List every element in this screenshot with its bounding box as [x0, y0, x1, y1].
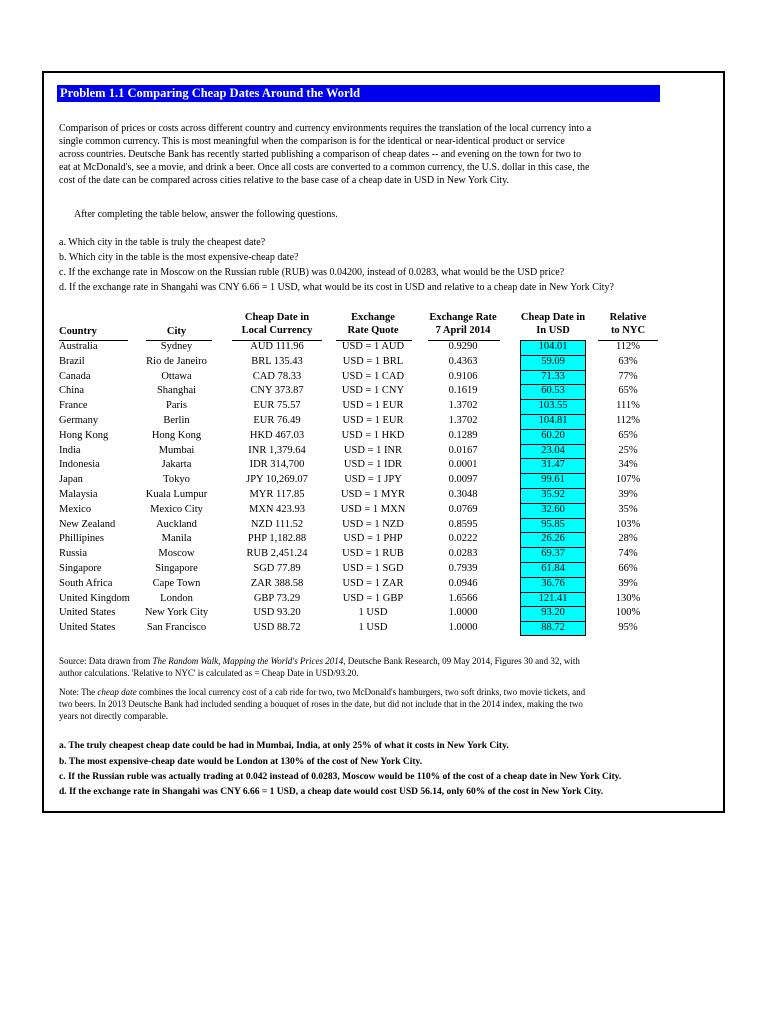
cell-usd-cost: 121.41 [538, 592, 568, 604]
instruction-text: After completing the table below, answer the following questions. [74, 209, 338, 220]
cell-rate-quote: USD = 1 MXN [340, 503, 406, 515]
cell-usd-cost: 95.85 [541, 518, 565, 530]
answer-item: a. The truly cheapest cheap date could be had in Mumbai, India, at only 25% of what it costs in New York City. [59, 741, 509, 751]
cell-local-cost: EUR 75.57 [253, 400, 301, 412]
cell-local-cost: HKD 467.03 [249, 429, 305, 441]
source-prefix: Source: Data drawn from [59, 656, 153, 666]
cell-usd-cost: 32.60 [541, 503, 565, 515]
header-relative [596, 311, 660, 337]
table-row [0, 399, 768, 414]
cell-local-cost: BRL 135.43 [251, 355, 303, 367]
cell-exchange-rate: 1.3702 [448, 400, 478, 412]
cell-usd-cost: 60.20 [541, 429, 565, 441]
header-local-line1: Cheap Date in [244, 312, 310, 323]
cell-exchange-rate: 0.0769 [448, 503, 478, 515]
table-row [0, 592, 768, 607]
cell-usd-cost: 88.72 [541, 622, 565, 634]
table-row [0, 606, 768, 621]
cell-exchange-rate: 1.6566 [448, 592, 478, 604]
header-exchange-rate [424, 311, 502, 337]
header-country: Country [59, 326, 97, 337]
intro-line: across countries. Deutsche Bank has recently started publishing a comparison of cheap dates -- and evening on the town for two to [59, 149, 582, 160]
cell-city: Kuala Lumpur [145, 489, 208, 500]
cell-exchange-rate: 0.0167 [448, 444, 478, 456]
table-row [0, 429, 768, 444]
cell-country: Malaysia [59, 489, 98, 500]
cell-country: Canada [59, 370, 91, 382]
cell-rate-quote: USD = 1 SGD [342, 563, 404, 574]
cell-local-cost: SGD 77.89 [253, 563, 301, 574]
cell-city: San Francisco [146, 622, 207, 634]
header-rate-line2: 7 April 2014 [435, 325, 491, 336]
intro-line: eat at McDonald's, see a movie, and drink a beer. Once all costs are converted to a common currency, the U.S. dollar in this case, the [59, 162, 590, 173]
cell-usd-cost: 93.20 [541, 607, 565, 619]
cell-relative-nyc: 66% [618, 563, 638, 574]
intro-line: Comparison of prices or costs across different country and currency environments requires the translation of the local currency into a [59, 123, 592, 134]
cell-rate-quote: USD = 1 EUR [342, 415, 404, 426]
cell-country: Brazil [59, 355, 85, 367]
cell-rate-quote: USD = 1 RUB [342, 548, 404, 560]
cell-rate-quote: USD = 1 HKD [341, 429, 405, 441]
cell-city: Berlin [163, 415, 190, 426]
header-rel-line1: Relative [609, 312, 647, 323]
cell-usd-cost: 60.53 [541, 385, 565, 397]
source-work: The Random Walk, Mapping the World's Prices 2014 [152, 656, 344, 666]
table-row [0, 340, 768, 355]
cell-exchange-rate: 0.3048 [448, 489, 478, 500]
cell-local-cost: EUR 76.49 [253, 415, 301, 426]
header-quote-line2: Rate Quote [347, 325, 399, 336]
cell-exchange-rate: 0.1289 [448, 429, 478, 441]
header-rate-line1: Exchange Rate [429, 312, 497, 323]
cell-rate-quote: USD = 1 INR [343, 444, 403, 456]
table-row [0, 562, 768, 577]
cell-country: United Kingdom [59, 592, 130, 604]
cell-local-cost: GBP 73.29 [253, 592, 301, 604]
cell-country: France [59, 400, 88, 412]
header-usd [512, 311, 594, 337]
cell-city: Manila [161, 533, 192, 545]
cell-city: Singapore [155, 563, 198, 574]
cell-city: Mexico City [150, 503, 203, 515]
note-line [59, 686, 585, 698]
cell-exchange-rate: 0.7939 [448, 563, 478, 574]
cell-relative-nyc: 95% [618, 622, 638, 634]
cell-local-cost: CAD 78.33 [252, 370, 302, 382]
header-rate-quote [332, 311, 414, 337]
cell-exchange-rate: 1.3702 [448, 415, 478, 426]
header-usd-line1: Cheap Date in [520, 312, 586, 323]
cell-city: Paris [166, 400, 187, 412]
cell-local-cost: CNY 373.87 [250, 385, 304, 397]
cell-relative-nyc: 39% [618, 577, 638, 589]
cell-local-cost: ZAR 388.58 [250, 577, 304, 589]
cell-city: Auckland [156, 518, 197, 530]
cell-rate-quote: USD = 1 BRL [342, 355, 404, 367]
source-suffix: , Deutsche Bank Research, 09 May 2014, Figures 30 and 32, with [343, 656, 580, 666]
cell-country: Hong Kong [59, 429, 109, 441]
cell-exchange-rate: 0.0222 [448, 533, 478, 545]
answer-item: b. The most expensive-cheap date would be London at 130% of the cost of New York City. [59, 757, 423, 767]
cell-rate-quote: USD = 1 CNY [341, 385, 405, 397]
cell-rate-quote: USD = 1 CAD [341, 370, 405, 382]
cell-relative-nyc: 25% [618, 444, 638, 456]
table-row [0, 577, 768, 592]
cell-local-cost: MXN 423.93 [248, 503, 305, 515]
question-item: c. If the exchange rate in Moscow on the Russian ruble (RUB) was 0.04200, instead of 0.0283, what would be the USD price? [59, 267, 565, 278]
table-row [0, 532, 768, 547]
cell-city: Jakarta [161, 459, 192, 471]
cell-country: Singapore [59, 563, 102, 574]
cell-exchange-rate: 0.0283 [448, 548, 478, 560]
cell-local-cost: MYR 117.85 [249, 489, 305, 500]
cell-local-cost: NZD 111.52 [250, 518, 304, 530]
table-row [0, 355, 768, 370]
cell-city: Tokyo [163, 474, 190, 486]
cell-relative-nyc: 77% [618, 370, 638, 382]
cell-relative-nyc: 28% [618, 533, 638, 545]
cell-exchange-rate: 0.9106 [448, 370, 478, 382]
note-suffix: combines the local currency cost of a cab ride for two, two McDonald's hamburgers, two soft drinks, two movie tickets, and [136, 687, 586, 697]
cell-country: India [59, 444, 81, 456]
cell-rate-quote: USD = 1 NZD [342, 518, 404, 530]
cell-rate-quote: USD = 1 GBP [342, 592, 404, 604]
cell-country: China [59, 385, 85, 397]
note-term: cheap date [97, 687, 137, 697]
question-item: d. If the exchange rate in Shangahi was CNY 6.66 = 1 USD, what would be its cost in USD and relative to a cheap date in New York City? [59, 282, 614, 293]
cell-usd-cost: 69.37 [541, 548, 565, 560]
cell-rate-quote: USD = 1 PHP [343, 533, 403, 545]
cell-city: Shanghai [156, 385, 197, 397]
table-row [0, 518, 768, 533]
table-row [0, 384, 768, 399]
cell-usd-cost: 61.84 [541, 563, 565, 574]
question-item: a. Which city in the table is truly the cheapest date? [59, 237, 266, 248]
cell-usd-cost: 104.01 [538, 341, 568, 352]
cell-local-cost: IDR 314,700 [249, 459, 305, 471]
table-row [0, 547, 768, 562]
cell-city: Rio de Janeiro [146, 355, 207, 367]
cell-exchange-rate: 0.4363 [448, 355, 478, 367]
cell-local-cost: AUD 111.96 [250, 341, 304, 352]
cell-usd-cost: 59.09 [541, 355, 565, 367]
table-row [0, 488, 768, 503]
cell-country: Russia [59, 548, 88, 560]
cell-local-cost: PHP 1,182.88 [247, 533, 307, 545]
cell-relative-nyc: 35% [618, 503, 638, 515]
cell-usd-cost: 36.76 [541, 577, 565, 589]
cell-usd-cost: 26.26 [541, 533, 565, 545]
problem-title: Problem 1.1 Comparing Cheap Dates Around the World [57, 85, 660, 102]
cell-local-cost: RUB 2,451.24 [246, 548, 308, 560]
cell-city: Hong Kong [151, 429, 202, 441]
cell-local-cost: USD 93.20 [253, 607, 301, 619]
cell-country: Japan [59, 474, 83, 486]
cell-city: Sydney [160, 341, 193, 352]
source-line [59, 655, 580, 667]
question-item: b. Which city in the table is the most expensive-cheap date? [59, 252, 299, 263]
cell-country: Indonesia [59, 459, 100, 471]
cell-exchange-rate: 1.0000 [448, 607, 478, 619]
cell-local-cost: JPY 10,269.07 [246, 474, 308, 486]
cell-exchange-rate: 0.9290 [448, 341, 478, 352]
cell-city: Moscow [158, 548, 195, 560]
cell-rate-quote: USD = 1 EUR [342, 400, 404, 412]
cell-rate-quote: USD = 1 ZAR [342, 577, 404, 589]
note-line-3: years not directly comparable. [59, 711, 168, 721]
cell-relative-nyc: 65% [618, 385, 638, 397]
cell-usd-cost: 31.47 [541, 459, 565, 471]
note-prefix: Note: The [59, 687, 98, 697]
cell-country: United States [59, 622, 116, 634]
header-local-line2: Local Currency [241, 325, 313, 336]
table-row [0, 503, 768, 518]
cell-usd-cost: 99.61 [541, 474, 565, 486]
cell-local-cost: INR 1,379.64 [248, 444, 306, 456]
table-row [0, 414, 768, 429]
cell-city: Ottawa [161, 370, 192, 382]
cell-country: United States [59, 607, 116, 619]
table-row [0, 444, 768, 459]
cell-relative-nyc: 100% [615, 607, 641, 619]
cell-city: London [160, 592, 193, 604]
cell-exchange-rate: 1.0000 [448, 622, 478, 634]
table-row [0, 473, 768, 488]
cell-rate-quote: 1 USD [358, 607, 388, 619]
cell-usd-cost: 103.55 [538, 400, 568, 412]
cell-relative-nyc: 65% [618, 429, 638, 441]
cell-rate-quote: 1 USD [358, 622, 388, 634]
cell-rate-quote: USD = 1 JPY [344, 474, 402, 486]
cell-usd-cost: 104.81 [538, 415, 568, 426]
cell-rate-quote: USD = 1 IDR [343, 459, 403, 471]
cell-city: Mumbai [158, 444, 195, 456]
cell-city: New York City [144, 607, 209, 619]
cell-usd-cost: 35.92 [541, 489, 565, 500]
cell-relative-nyc: 112% [615, 341, 641, 352]
table-row [0, 370, 768, 385]
cell-rate-quote: USD = 1 AUD [341, 341, 405, 352]
cell-country: South Africa [59, 577, 113, 589]
cell-usd-cost: 71.33 [541, 370, 565, 382]
cell-exchange-rate: 0.0001 [448, 459, 478, 471]
header-quote-line1: Exchange [351, 312, 395, 323]
cell-country: Mexico [59, 503, 92, 515]
cell-city: Cape Town [152, 577, 201, 589]
answer-item: c. If the Russian ruble was actually trading at 0.042 instead of 0.0283, Moscow would be 110% of the cost of a cheap date in New York City. [59, 772, 622, 782]
intro-line: single common currency. This is most meaningful when the comparison is for the identical or near-identical product or service [59, 136, 565, 147]
cell-exchange-rate: 0.0946 [448, 577, 478, 589]
cell-relative-nyc: 103% [615, 518, 641, 530]
cell-relative-nyc: 39% [618, 489, 638, 500]
cell-relative-nyc: 63% [618, 355, 638, 367]
cell-usd-cost: 23.04 [541, 444, 565, 456]
cell-exchange-rate: 0.0097 [448, 474, 478, 486]
cell-relative-nyc: 112% [615, 415, 641, 426]
cell-country: Australia [59, 341, 98, 352]
header-rel-line2: to NYC [610, 325, 646, 336]
cell-exchange-rate: 0.8595 [448, 518, 478, 530]
header-city: City [166, 326, 187, 337]
source-line-2: author calculations. 'Relative to NYC' is calculated as = Cheap Date in USD/93.20. [59, 668, 359, 678]
answer-item: d. If the exchange rate in Shangahi was CNY 6.66 = 1 USD, a cheap date would cost USD 56.14, only 60% of the cost in New York City. [59, 787, 604, 797]
cell-country: Germany [59, 415, 99, 426]
table-row [0, 621, 768, 636]
cell-relative-nyc: 107% [615, 474, 641, 486]
intro-line: cost of the date can be compared across cities relative to the base case of a cheap date in USD in New York City. [59, 175, 510, 186]
cell-rate-quote: USD = 1 MYR [341, 489, 405, 500]
header-usd-line2: In USD [536, 325, 570, 336]
cell-exchange-rate: 0.1619 [448, 385, 478, 397]
note-line-2: two beers. In 2013 Deutsche Bank had included sending a bouquet of roses in the date, but did not include that in the 2014 index, making the two [59, 699, 583, 709]
cell-relative-nyc: 111% [616, 400, 640, 412]
header-local-currency [228, 311, 326, 337]
cell-relative-nyc: 34% [618, 459, 638, 471]
cell-country: New Zealand [59, 518, 116, 530]
table-row [0, 458, 768, 473]
cell-local-cost: USD 88.72 [253, 622, 301, 634]
cell-relative-nyc: 130% [615, 592, 641, 604]
cell-relative-nyc: 74% [618, 548, 638, 560]
cell-country: Phillipines [59, 533, 104, 545]
